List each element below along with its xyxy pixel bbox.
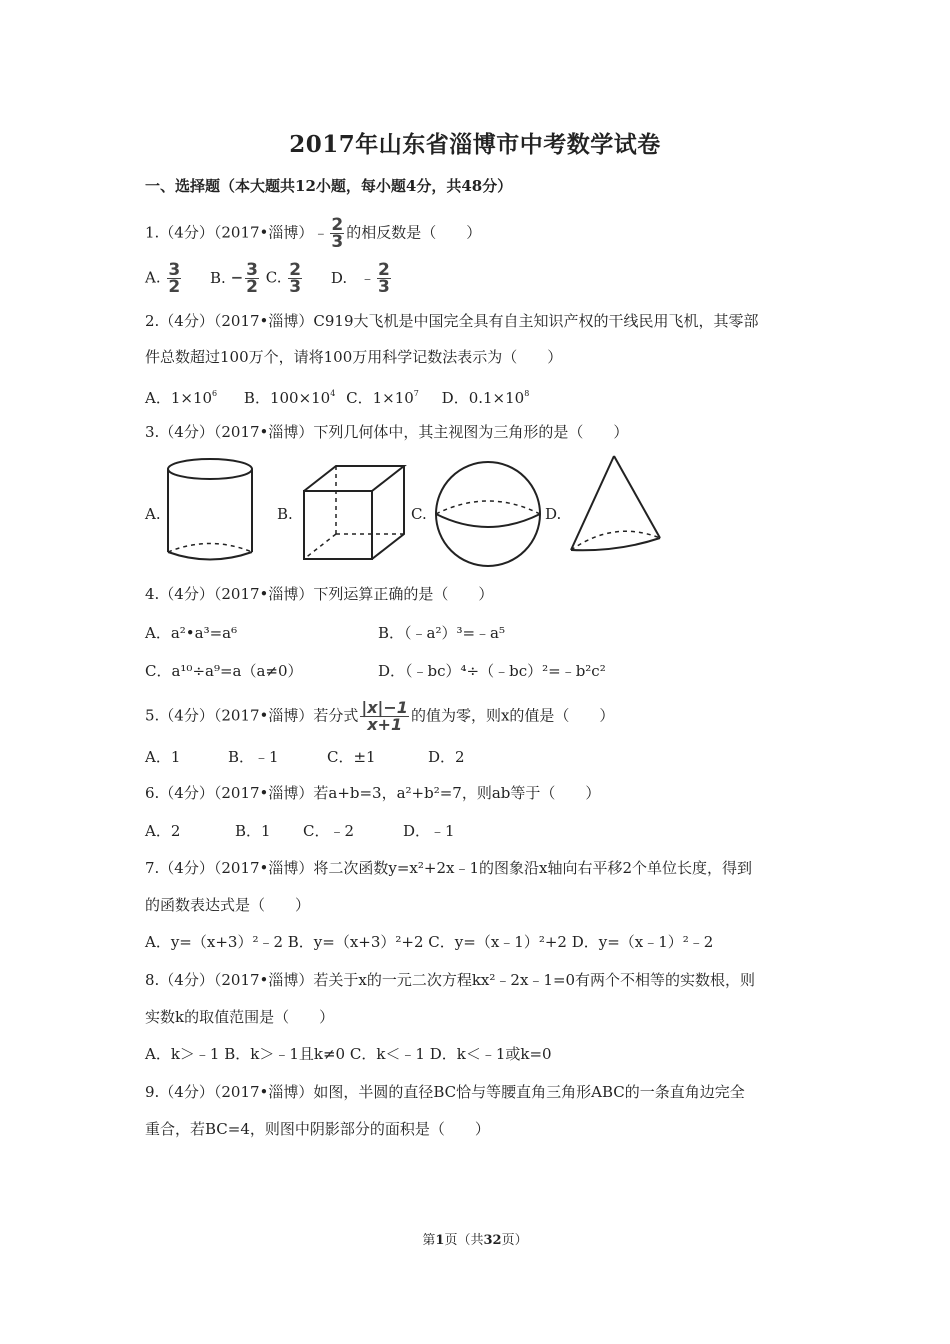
current-page-number: 1 xyxy=(435,1233,445,1248)
question-8-line-2: 实数k的取值范围是（ ） xyxy=(145,1008,335,1026)
page-title: 2017年山东省淄博市中考数学试卷 xyxy=(289,131,661,158)
option-d: D．0.1×10 xyxy=(441,389,525,407)
question-9-line-2: 重合，若BC=4，则图中阴影部分的面积是（ ） xyxy=(145,1120,490,1138)
option-c: C．±1 xyxy=(327,748,376,766)
option-d-sign: ﹣ xyxy=(359,268,375,287)
sphere-figure xyxy=(432,458,544,570)
question-7-line-2: 的函数表达式是（ ） xyxy=(145,896,311,914)
question-9-line-1: 9.（4分）（2017•淄博）如图，半圆的直径BC恰与等腰直角三角形ABC的一条直角边完全 xyxy=(145,1083,745,1101)
question-1-text-end: 的相反数是（ ） xyxy=(346,223,482,242)
question-8-line-1: 8.（4分）（2017•淄博）若关于x的一元二次方程kx²﹣2x﹣1=0有两个不相等的实数根，则 xyxy=(145,971,756,989)
option-a: A．1 xyxy=(145,748,181,766)
option-a-exponent: 6 xyxy=(212,389,218,398)
option-d: D．2 xyxy=(428,748,465,766)
question-2-line-2: 件总数超过100万个，请将100万用科学记数法表示为（ ） xyxy=(145,348,563,366)
option-a-label: A. xyxy=(145,505,161,523)
option-d: D．﹣1 xyxy=(403,822,455,840)
option-d-exponent: 8 xyxy=(524,389,530,398)
option-a: A．2 xyxy=(145,822,181,840)
question-6-stem: 6.（4分）（2017•淄博）若a+b=3，a²+b²=7，则ab等于（ ） xyxy=(145,784,601,802)
question-5-text: 5.（4分）（2017•淄博）若分式 xyxy=(145,706,359,725)
question-4-stem: 4.（4分）（2017•淄博）下列运算正确的是（ ） xyxy=(145,585,494,603)
question-8-options: A．k＞﹣1 B．k＞﹣1且k≠0 C．k＜﹣1 D．k＜﹣1或k=0 xyxy=(145,1045,552,1063)
option-c: C．﹣2 xyxy=(303,822,355,840)
cone-figure xyxy=(566,452,666,562)
option-b: B．﹣1 xyxy=(228,748,279,766)
option-b-exponent: 4 xyxy=(330,389,336,398)
option-d-fraction: $\frac{2}{3}$ xyxy=(377,260,390,297)
question-5-stem xyxy=(145,700,614,733)
option-c-exponent: 7 xyxy=(413,389,419,398)
question-1-text: 1.（4分）（2017•淄博）﹣ xyxy=(145,223,329,242)
question-7-line-1: 7.（4分）（2017•淄博）将二次函数y=x²+2x﹣1的图象沿x轴向右平移2个单位长度，得到 xyxy=(145,859,753,877)
option-a-fraction: $\frac{3}{2}$ xyxy=(168,260,181,297)
option-b-fraction: $\frac{3}{2}$ xyxy=(246,260,259,297)
option-b: B．100×10 xyxy=(243,389,331,407)
option-a: A．1×10 xyxy=(145,389,213,407)
option-d-label: D. xyxy=(330,268,348,287)
option-a-label: A. xyxy=(145,268,161,287)
question-2-options xyxy=(145,384,529,408)
option-c-label: C. xyxy=(265,268,282,287)
question-5-text-end: 的值为零，则x的值是（ ） xyxy=(410,706,615,725)
option-c-fraction: $\frac{2}{3}$ xyxy=(289,260,302,297)
option-a: A．a²•a³=a⁶ xyxy=(145,624,238,642)
option-b-label: B. xyxy=(277,505,293,523)
option-c: C．a¹⁰÷a⁹=a（a≠0） xyxy=(145,662,303,680)
option-d-label: D. xyxy=(545,505,562,523)
page-footer: 第1页（共32页） xyxy=(422,1233,528,1248)
total-pages: 32 xyxy=(483,1233,502,1248)
section-heading: 一、选择题（本大题共12小题，每小题4分，共48分） xyxy=(145,177,513,195)
option-d: D．（﹣bc）⁴÷（﹣bc）²=﹣b²c² xyxy=(378,662,606,680)
cylinder-figure xyxy=(163,455,263,565)
question-1-stem xyxy=(145,217,481,250)
option-b: B．1 xyxy=(235,822,271,840)
question-2-line-1: 2.（4分）（2017•淄博）C919大飞机是中国完全具有自主知识产权的干线民用飞机，其零部 xyxy=(145,312,759,330)
question-7-options: A．y=（x+3）²﹣2 B．y=（x+3）²+2 C．y=（x﹣1）²+2 D．y=（x﹣1）²﹣2 xyxy=(145,933,714,951)
option-b: B．（﹣a²）³=﹣a⁵ xyxy=(378,624,506,642)
question-1-options xyxy=(145,262,393,295)
cube-figure xyxy=(300,462,410,562)
fraction: $\frac{|x|-1}{x+1}$ xyxy=(361,698,408,734)
question-3-stem: 3.（4分）（2017•淄博）下列几何体中，其主视图为三角形的是（ ） xyxy=(145,423,629,441)
option-c: C．1×10 xyxy=(346,389,414,407)
option-c-label: C. xyxy=(411,505,427,523)
option-b-label: B. xyxy=(210,268,226,287)
option-b-sign: − xyxy=(230,268,244,287)
fraction: $\frac{2}{3}$ xyxy=(331,215,344,252)
